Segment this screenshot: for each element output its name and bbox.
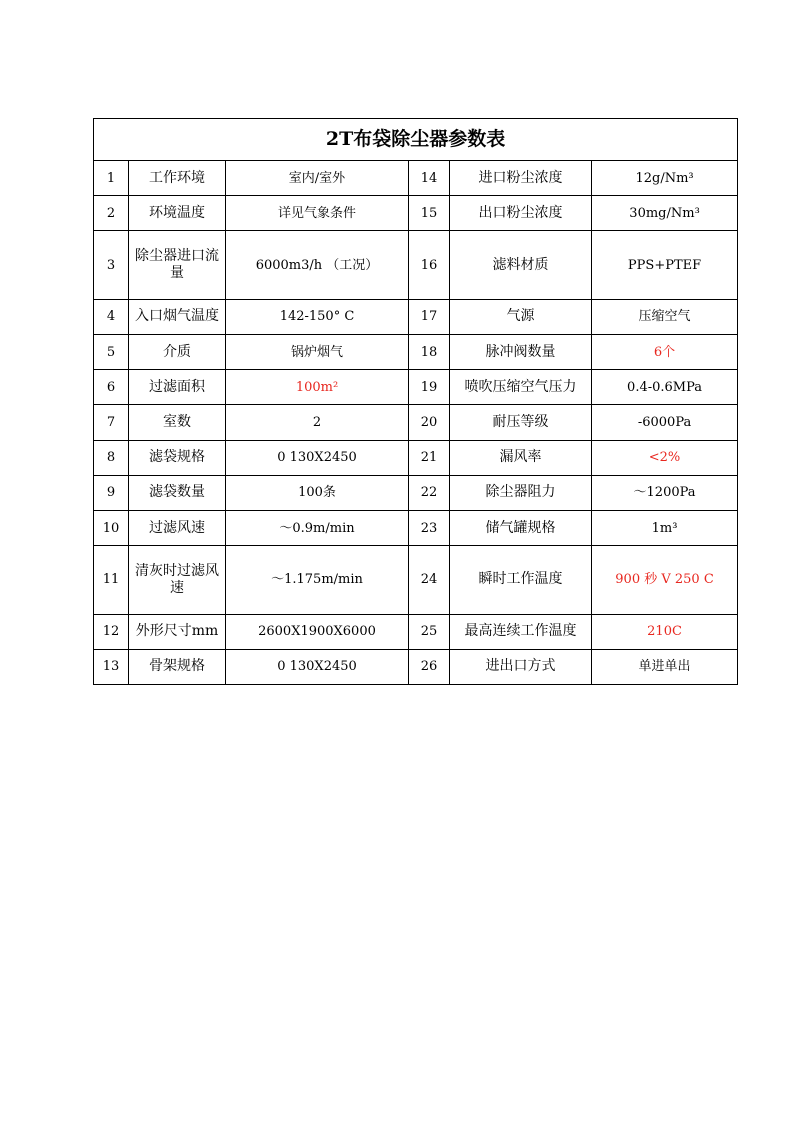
param-name-right: 进出口方式 [450,649,592,684]
param-name-right: 滤料材质 [450,231,592,299]
param-name-right: 储气罐规格 [450,510,592,545]
param-value-right: 压缩空气 [592,299,738,334]
row-number-left: 13 [94,649,129,684]
table-row [94,649,738,684]
row-number-right: 23 [409,510,450,545]
title-row [94,119,738,161]
param-name-right: 脉冲阀数量 [450,334,592,369]
param-name-left: 滤袋规格 [129,440,226,475]
param-name-right: 瞬时工作温度 [450,546,592,614]
param-value-right: 单进单出 [592,649,738,684]
row-number-left: 9 [94,475,129,510]
param-value-left: 0 130X2450 [226,440,409,475]
param-value-left: ～0.9m/min [226,510,409,545]
row-number-right: 22 [409,475,450,510]
table-row [94,196,738,231]
table-row [94,161,738,196]
param-name-left: 环境温度 [129,196,226,231]
param-name-left: 除尘器进口流量 [129,231,226,299]
param-name-right: 气源 [450,299,592,334]
row-number-left: 5 [94,334,129,369]
param-value-left: ～1.175m/min [226,546,409,614]
param-name-left: 入口烟气温度 [129,299,226,334]
row-number-right: 18 [409,334,450,369]
param-name-left: 过滤面积 [129,370,226,405]
param-value-left: 0 130X2450 [226,649,409,684]
param-value-right: 0.4-0.6MPa [592,370,738,405]
row-number-left: 11 [94,546,129,614]
row-number-right: 17 [409,299,450,334]
param-value-left: 详见气象条件 [226,196,409,231]
row-number-right: 20 [409,405,450,440]
param-name-right: 漏风率 [450,440,592,475]
param-value-right: 30mg/Nm³ [592,196,738,231]
parameter-table [93,118,738,685]
param-value-right: 900 秒 V 250 C [592,546,738,614]
table-row [94,231,738,299]
row-number-left: 8 [94,440,129,475]
row-number-left: 3 [94,231,129,299]
table-row [94,546,738,614]
param-name-left: 外形尺寸mm [129,614,226,649]
row-number-left: 10 [94,510,129,545]
row-number-right: 14 [409,161,450,196]
param-name-left: 室数 [129,405,226,440]
param-value-left: 2600X1900X6000 [226,614,409,649]
param-value-right: 12g/Nm³ [592,161,738,196]
param-value-left: 室内/室外 [226,161,409,196]
param-name-left: 介质 [129,334,226,369]
param-value-left: 100条 [226,475,409,510]
row-number-left: 6 [94,370,129,405]
row-number-left: 12 [94,614,129,649]
param-value-left: 6000m3/h （工况） [226,231,409,299]
row-number-right: 16 [409,231,450,299]
table-row [94,510,738,545]
row-number-left: 1 [94,161,129,196]
param-name-left: 工作环境 [129,161,226,196]
param-value-right: <2% [592,440,738,475]
row-number-right: 26 [409,649,450,684]
param-value-right: PPS+PTEF [592,231,738,299]
row-number-right: 21 [409,440,450,475]
table-row [94,334,738,369]
row-number-left: 7 [94,405,129,440]
table-row [94,475,738,510]
param-name-right: 耐压等级 [450,405,592,440]
param-name-right: 最高连续工作温度 [450,614,592,649]
table-row [94,614,738,649]
param-value-left: 锅炉烟气 [226,334,409,369]
param-name-left: 过滤风速 [129,510,226,545]
param-value-right: ～1200Pa [592,475,738,510]
table-title: 2T布袋除尘器参数表 [94,119,738,161]
row-number-right: 15 [409,196,450,231]
param-value-right: 6个 [592,334,738,369]
row-number-right: 25 [409,614,450,649]
table-row [94,440,738,475]
param-value-left: 100m² [226,370,409,405]
param-value-left: 2 [226,405,409,440]
param-value-right: -6000Pa [592,405,738,440]
row-number-left: 4 [94,299,129,334]
row-number-right: 19 [409,370,450,405]
param-name-right: 除尘器阻力 [450,475,592,510]
row-number-right: 24 [409,546,450,614]
param-name-right: 喷吹压缩空气压力 [450,370,592,405]
row-number-left: 2 [94,196,129,231]
param-value-right: 1m³ [592,510,738,545]
table-row [94,405,738,440]
table-row [94,370,738,405]
param-name-right: 出口粉尘浓度 [450,196,592,231]
param-name-left: 滤袋数量 [129,475,226,510]
param-name-right: 进口粉尘浓度 [450,161,592,196]
param-value-right: 210C [592,614,738,649]
param-name-left: 骨架规格 [129,649,226,684]
param-value-left: 142-150° C [226,299,409,334]
table-row [94,299,738,334]
param-name-left: 清灰时过滤风速 [129,546,226,614]
